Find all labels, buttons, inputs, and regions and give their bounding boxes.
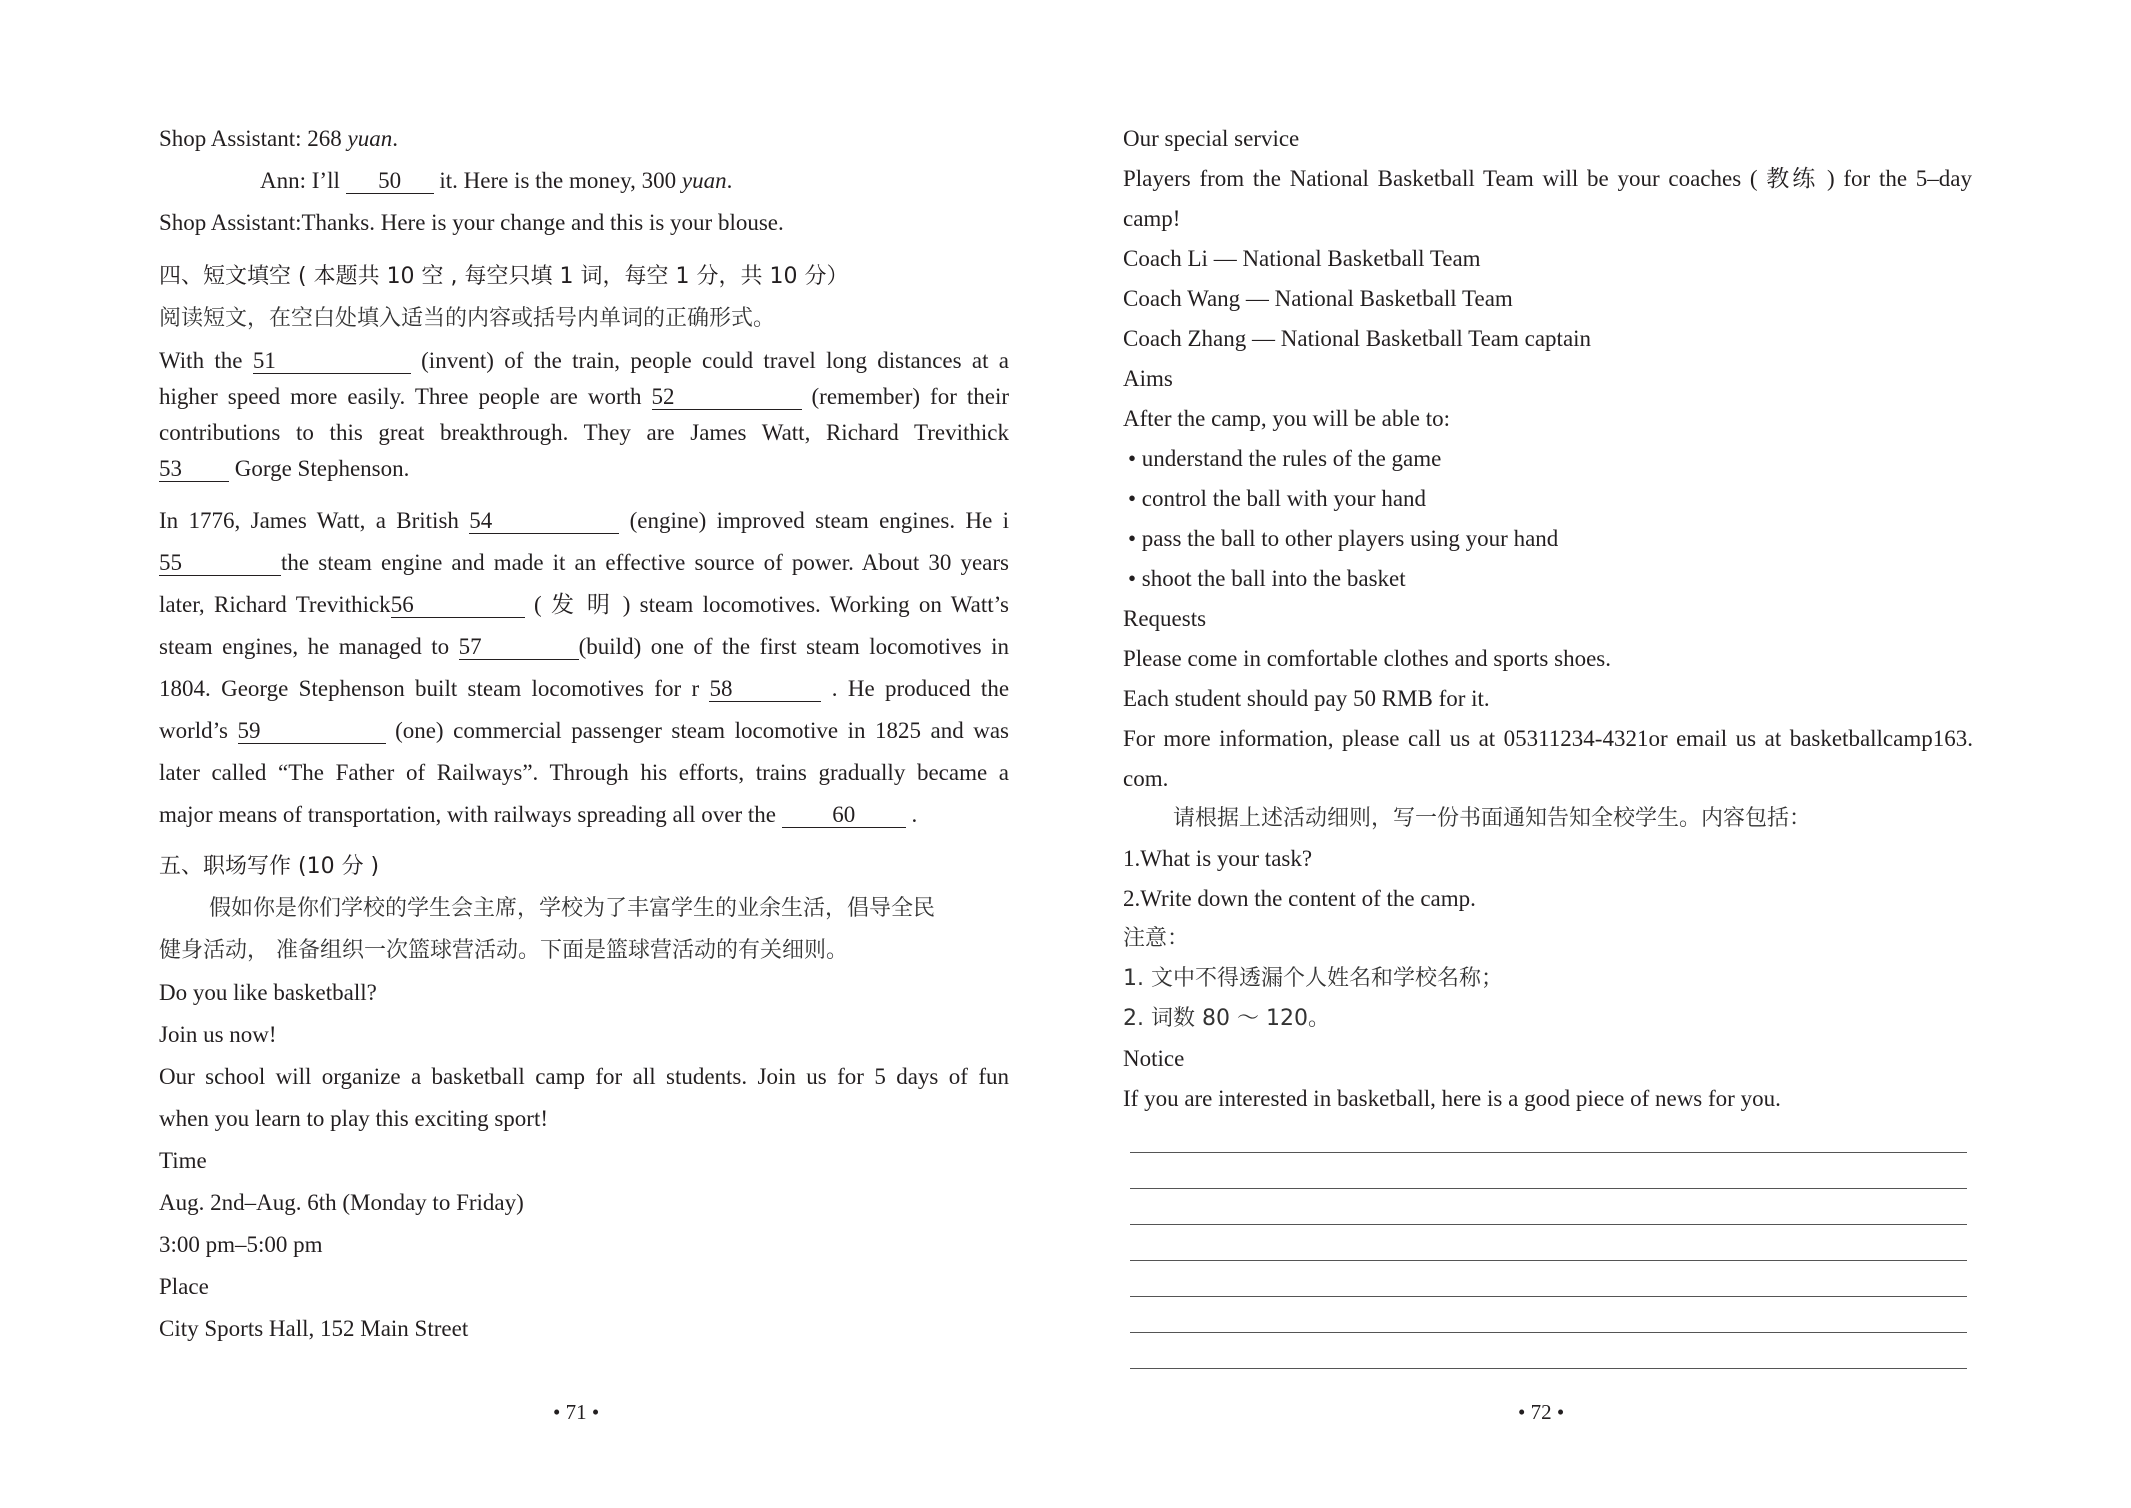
ann-line: Ann: I’ll 50 it. Here is the money, 300 yuan.	[260, 168, 733, 193]
p1-line4	[159, 454, 409, 484]
writing-line[interactable]	[1130, 1260, 1967, 1261]
coach-li: Coach Li — National Basketball Team	[1123, 246, 1481, 271]
question-2: 2.Write down the content of the camp.	[1123, 886, 1476, 911]
aim-item: • shoot the ball into the basket	[1128, 566, 1406, 591]
p1-l4b: Gorge Stephenson.	[234, 456, 410, 481]
writing-line[interactable]	[1130, 1152, 1967, 1153]
p1-l1b: (invent) of the train, people could travel long distances at a	[421, 348, 1010, 373]
section4-instructions: 阅读短文，在空白处填入适当的内容或括号内单词的正确形式。	[159, 306, 776, 331]
shop-price-text: Shop Assistant: 268	[159, 126, 342, 151]
blank-57: 57	[459, 635, 579, 660]
p2-line3	[159, 590, 1009, 620]
shop-thanks-line: Shop Assistant:Thanks. Here is your change and this is your blouse.	[159, 210, 784, 235]
time-label: Time	[159, 1148, 207, 1173]
blank-60: 60	[782, 803, 906, 828]
p1-line3: contributions to this great breakthrough. They are James Watt, Richard Trevithick	[159, 420, 1009, 445]
blank-52: 52	[652, 385, 802, 410]
organize-line2: when you learn to play this exciting sport!	[159, 1106, 549, 1131]
aim-item: • pass the ball to other players using your hand	[1128, 526, 1559, 551]
p2-line8	[159, 800, 917, 830]
section5-title: 五、职场写作 (10 分 )	[159, 854, 380, 879]
time-dates: Aug. 2nd–Aug. 6th (Monday to Friday)	[159, 1190, 524, 1215]
p2-l1a: In 1776, James Watt, a British	[159, 508, 459, 533]
section4-title: 四、短文填空 ( 本题共 10 空 , 每空只填 1 词，每空 1 分，共 10 分）	[159, 264, 849, 289]
blank-50: 50	[346, 169, 434, 194]
writing-line[interactable]	[1130, 1296, 1967, 1297]
aim-item: • understand the rules of the game	[1128, 446, 1442, 471]
blank-55: 55	[159, 551, 281, 576]
ann-unit: yuan	[681, 168, 727, 193]
writing-line[interactable]	[1130, 1368, 1967, 1369]
p2-l3a: later, Richard Trevithick	[159, 592, 391, 617]
shop-price-line: Shop Assistant: 268 yuan.	[159, 126, 398, 151]
notice-text: If you are interested in basketball, here is a good piece of news for you.	[1123, 1086, 1781, 1111]
note-label: 注意：	[1123, 926, 1190, 951]
section5-intro-line1: 假如你是你们学校的学生会主席，学校为了丰富学生的业余生活，倡导全民	[209, 896, 936, 921]
time-hours: 3:00 pm–5:00 pm	[159, 1232, 323, 1257]
after-camp-line: After the camp, you will be able to:	[1123, 406, 1451, 431]
notice-label: Notice	[1123, 1046, 1185, 1071]
info-line1: For more information, please call us at 05311234-4321or email us at basketballcamp163.	[1123, 726, 1973, 751]
blank-59: 59	[238, 719, 386, 744]
shop-price-unit: yuan	[347, 126, 393, 151]
coach-wang: Coach Wang — National Basketball Team	[1123, 286, 1513, 311]
blank-58: 58	[709, 677, 821, 702]
writing-line[interactable]	[1130, 1332, 1967, 1333]
p2-line5	[159, 674, 1009, 704]
p2-l6a: world’s	[159, 718, 228, 743]
blank-53: 53	[159, 457, 229, 482]
writing-line[interactable]	[1130, 1224, 1967, 1225]
p2-line6	[159, 716, 1009, 746]
p2-l6b: (one) commercial passenger steam locomotive in 1825 and was	[395, 718, 1010, 743]
p1-line2	[159, 382, 1009, 412]
section5-intro-line2: 健身活动， 准备组织一次篮球营活动。下面是篮球营活动的有关细则。	[159, 938, 848, 963]
ann-suffix: it. Here is the money, 300	[439, 168, 677, 193]
request-fee: Each student should pay 50 RMB for it.	[1123, 686, 1490, 711]
note-1: 1. 文中不得透漏个人姓名和学校名称；	[1123, 966, 1503, 991]
page-number-71: • 71 •	[553, 1400, 600, 1424]
p2-l2b: the steam engine and made it an effective source of power. About 30 years	[281, 550, 1009, 575]
place-value: City Sports Hall, 152 Main Street	[159, 1316, 469, 1341]
writing-line[interactable]	[1130, 1188, 1967, 1189]
p2-l1b: (engine) improved steam engines. He i	[629, 508, 1010, 533]
p2-line4	[159, 632, 1009, 662]
blank-56: 56	[391, 593, 525, 618]
request-clothes: Please come in comfortable clothes and sports shoes.	[1123, 646, 1611, 671]
p1-l2a: higher speed more easily. Three people are worth	[159, 384, 642, 409]
p2-l4a: steam engines, he managed to	[159, 634, 450, 659]
p2-l5b: . He produced the	[831, 676, 1010, 701]
special-service-heading: Our special service	[1123, 126, 1300, 151]
p2-l4b: (build) one of the first steam locomotives in	[578, 634, 1009, 659]
p2-line1	[159, 506, 1009, 536]
question-1: 1.What is your task?	[1123, 846, 1313, 871]
p1-line1	[159, 346, 1009, 376]
page-number-72: • 72 •	[1518, 1400, 1565, 1424]
p2-l3b: ( 发 明 ) steam locomotives. Working on Watt’s	[534, 592, 1009, 617]
players-line2: camp!	[1123, 206, 1181, 231]
p2-line7: later called “The Father of Railways”. Through his efforts, trains gradually became a	[159, 760, 1009, 785]
p1-l1a: With the	[159, 348, 243, 373]
p2-line2	[159, 548, 1009, 578]
p1-l2b: (remember) for their	[811, 384, 1010, 409]
blank-51: 51	[253, 349, 411, 374]
note-2: 2. 词数 80 ～ 120。	[1123, 1006, 1330, 1031]
coach-zhang: Coach Zhang — National Basketball Team captain	[1123, 326, 1592, 351]
like-basketball-line: Do you like basketball?	[159, 980, 377, 1005]
aims-label: Aims	[1123, 366, 1173, 391]
players-line1: Players from the National Basketball Team will be your coaches ( 教练 ) for the 5–day	[1123, 166, 1972, 191]
requests-label: Requests	[1123, 606, 1207, 631]
join-line: Join us now!	[159, 1022, 277, 1047]
ann-prefix: Ann: I’ll	[260, 168, 340, 193]
task-instructions-cn: 请根据上述活动细则，写一份书面通知告知全校学生。内容包括：	[1173, 806, 1812, 831]
info-line2: com.	[1123, 766, 1169, 791]
p2-l8b: .	[911, 802, 918, 827]
place-label: Place	[159, 1274, 209, 1299]
blank-54: 54	[469, 509, 619, 534]
p2-l8a: major means of transportation, with railways spreading all over the	[159, 802, 776, 827]
p2-l5a: 1804. George Stephenson built steam locomotives for r	[159, 676, 700, 701]
organize-line1: Our school will organize a basketball camp for all students. Join us for 5 days of fun	[159, 1064, 1009, 1089]
aim-item: • control the ball with your hand	[1128, 486, 1427, 511]
